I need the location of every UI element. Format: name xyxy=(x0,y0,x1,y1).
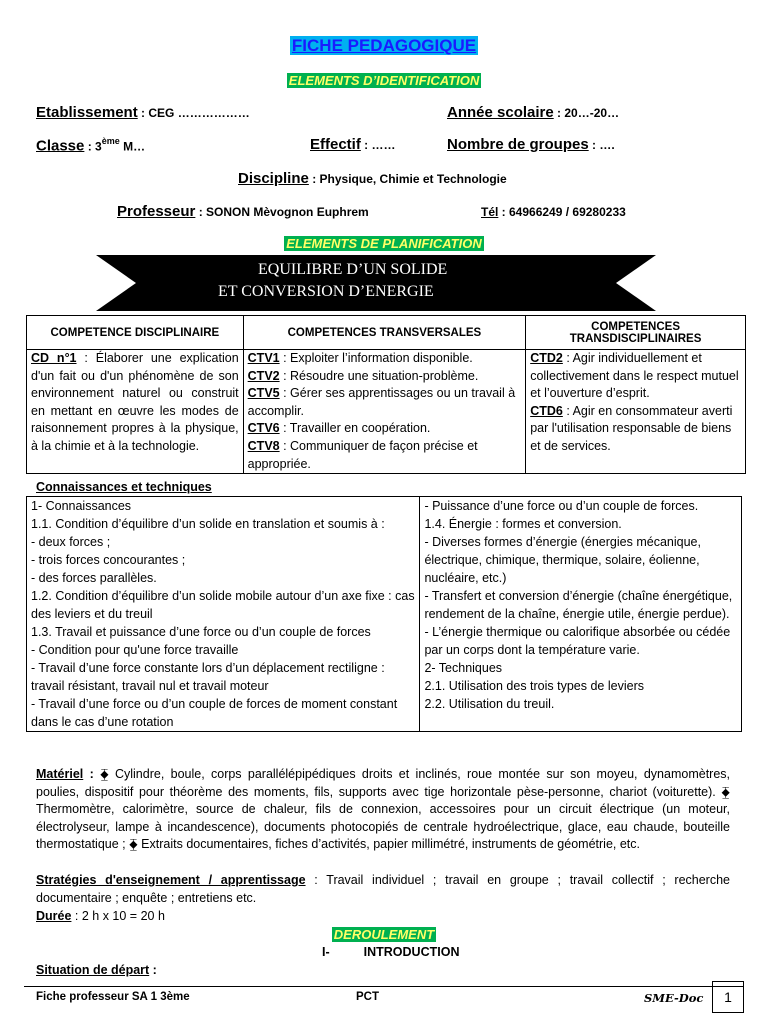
section-deroulement: DEROULEMENT xyxy=(333,927,435,942)
list-item: CTD6 : Agir en consommateur averti par l'utilisation responsable de biens et de services. xyxy=(530,403,733,453)
section-planification: ELEMENTS DE PLANIFICATION xyxy=(286,236,482,251)
list-item: - trois forces concourantes ; xyxy=(31,553,186,567)
list-item: 1.1. Condition d’équilibre d’un solide en translation et soumis à : xyxy=(31,517,385,531)
connaissances-table xyxy=(26,496,742,732)
banner-line2: ET CONVERSION D’ENERGIE xyxy=(218,283,434,300)
competences-table xyxy=(26,315,746,474)
bullet-icon: ⧱ xyxy=(721,784,730,799)
list-item: CTD2 : Agir individuellement et collectivement dans le respect mutuel et l’ouverture d’esprit. xyxy=(530,351,739,401)
classe-field: Classe : 3ème M… xyxy=(36,136,146,155)
list-item: 1.3. Travail et puissance d’une force ou d’un couple de forces xyxy=(31,625,371,639)
list-item: - Travail d’une force constante lors d’un déplacement rectiligne : travail résistant, travail nul et travail moteur xyxy=(31,661,385,693)
list-item: - Travail d’une force ou d’un couple de forces de moment constant dans le cas d’une rotation xyxy=(31,697,398,729)
list-item: 2.1. Utilisation des trois types de leviers xyxy=(424,679,644,693)
list-item: CTV1 : Exploiter l’information disponible. xyxy=(247,351,473,365)
annee-scolaire-field: Année scolaire : 20…-20… xyxy=(447,104,620,121)
connaissances-right xyxy=(420,497,742,732)
discipline-field: Discipline : Physique, Chimie et Technologie xyxy=(238,170,507,187)
cell-transdisciplinaires xyxy=(526,350,746,474)
nombre-groupes-field: Nombre de groupes : …. xyxy=(447,136,615,153)
list-item: CTV6 : Travailler en coopération. xyxy=(247,421,431,436)
title-banner xyxy=(96,255,656,311)
header-competences-transversales: COMPETENCES TRANSVERSALES xyxy=(243,316,526,350)
page-number: 1 xyxy=(712,981,744,1013)
list-item: CTV8 : Communiquer de façon précise et appropriée. xyxy=(247,438,478,471)
list-item: CTV2 : Résoudre une situation-problème. xyxy=(247,368,479,383)
section-identification: ELEMENTS D’IDENTIFICATION xyxy=(288,73,480,88)
list-item: - Transfert et conversion d’énergie (chaîne énergétique, rendement de la chaîne, énergie utile, énergie perdue). xyxy=(424,589,733,621)
telephone-field: Tél : 64966249 / 69280233 xyxy=(481,205,626,219)
list-item: - Condition pour qu'une force travaille xyxy=(31,643,239,657)
bullet-icon: ⧱ xyxy=(129,837,138,852)
connaissances-left xyxy=(27,497,420,732)
list-item: 1.4. Énergie : formes et conversion. xyxy=(424,517,622,531)
list-item: - deux forces ; xyxy=(31,535,111,549)
professeur-field: Professeur : SONON Mèvognon Euphrem xyxy=(117,203,369,220)
materiel-paragraph: Matériel : ⧱ Cylindre, boule, corps parallélépipédiques droits et inclinés, roue montée sur son moyeu, dynamomètres, poulies, dispositif pour théorème des moments, fils, supports avec tige horizontale pèse-personne, chariot (voiturette). ⧱ Thermomètre, calorimètre, source de chaleur, fils de connexion, accessoires pour un circuit électrique (un moteur, électrolyseur, lampe à incandescence), documents photocopiés de centrale hydroélectrique, glace, eau chaude, bouteille thermostatique ; ⧱ Extraits documentaires, fiches d’activités, papier millimétré, instruments de géométrie, etc. xyxy=(36,767,730,852)
footer-right: SME-Doc xyxy=(644,991,704,1005)
banner-line1: EQUILIBRE D’UN SOLIDE xyxy=(258,261,448,278)
connaissances-title: Connaissances et techniques xyxy=(36,480,212,494)
list-item: CTV5 : Gérer ses apprentissages ou un travail à accomplir. xyxy=(247,386,516,418)
list-item: 1.2. Condition d’équilibre d’un solide mobile autour d’un axe fixe : cas des leviers et du treuil xyxy=(31,589,415,621)
list-item: 2.2. Utilisation du treuil. xyxy=(424,697,555,711)
etablissement-field: Etablissement : CEG ……………… xyxy=(36,104,250,121)
list-item: - des forces parallèles. xyxy=(31,571,157,585)
introduction-heading: I- INTRODUCTION xyxy=(322,945,460,959)
footer-center: PCT xyxy=(356,991,379,1003)
list-item: - Puissance d’une force ou d’un couple de forces. xyxy=(424,499,699,513)
list-item: 2- Techniques xyxy=(424,661,503,675)
cell-cd: CD n°1 : Élaborer une explication d'un fait ou d'un phénomène de son environnement naturel ou construit en mettant en œuvre les modes de raisonnement propres à la physique, à la chimie et à la technologie. xyxy=(27,350,244,474)
effectif-field: Effectif : …… xyxy=(310,136,396,153)
list-item: 1- Connaissances xyxy=(31,499,132,513)
situation-depart-label: Situation de départ : xyxy=(36,963,157,977)
page-footer xyxy=(24,986,744,1017)
footer-left: Fiche professeur SA 1 3ème xyxy=(36,991,190,1003)
strategies-paragraph: Stratégies d'enseignement / apprentissage : Travail individuel ; travail en groupe ; travail collectif ; recherche documentaire ; enquête ; entretiens etc. xyxy=(36,873,731,905)
header-competences-transdisciplinaires: COMPETENCES TRANSDISCIPLINAIRES xyxy=(526,316,746,350)
header-competence-disciplinaire: COMPETENCE DISCIPLINAIRE xyxy=(27,316,244,350)
page-title: FICHE PEDAGOGIQUE xyxy=(291,36,477,55)
duree-field: Durée : 2 h x 10 = 20 h xyxy=(36,909,165,923)
cell-transversales xyxy=(243,350,526,474)
list-item: - Diverses formes d’énergie (énergies mécanique, électrique, chimique, thermique, solaire, éolienne, nucléaire, etc.) xyxy=(424,535,701,585)
list-item: - L’énergie thermique ou calorifique absorbée ou cédée par un corps dont la température varie. xyxy=(424,625,731,657)
bullet-icon: ⧱ xyxy=(100,767,109,781)
